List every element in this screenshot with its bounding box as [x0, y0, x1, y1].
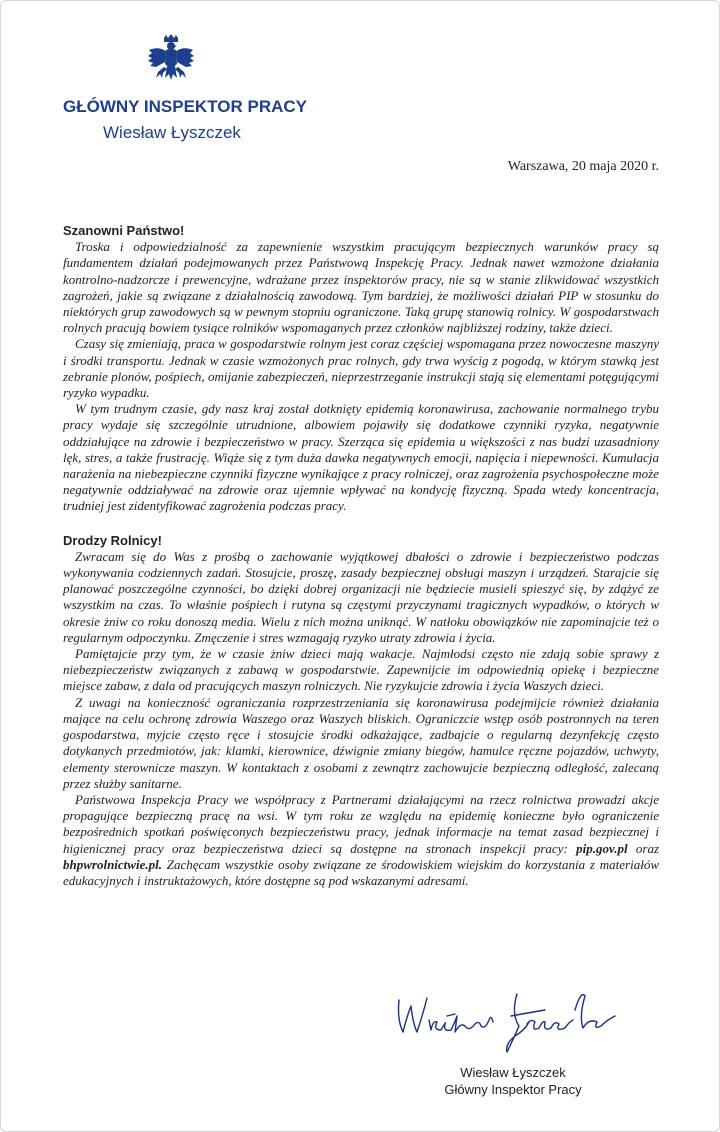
- paragraph-5: Pamiętajcie przy tym, że w czasie żniw dzieci mają wakacje. Najmłodsi często nie zdają sobie sprawy z niebezpieczeństw związanych z zabawą w gospodarstwie. Zapewnijcie im odpowiednią opiekę i bezpieczne miejsce zabaw, z dala od pracujących maszyn rolniczych. Nie ryzykujcie zdrowia i życia Waszych dzieci.: [63, 646, 659, 694]
- paragraph-1: Troska i odpowiedzialność za zapewnienie wszystkim pracującym bezpiecznych warunków pracy są fundamentem działań podejmowanych przez Państwową Inspekcję Pracy. Jednak nawet wzmożone działania kontrolno-nadzorcze i prewencyjne, wdrażane przez inspektorów pracy, nie są w stanie zlikwidować wszystkich zagrożeń, jakie są związane z działalnością zawodową. Tym bardziej, że możliwości działań PIP w stosunku do niektórych grup zawodowych są w pewnym stopniu ograniczone. Taką grupę stanowią rolnicy. W gospodarstwach rolnych pracują bowiem tysiące rolników wspomaganych przez członków najbliższej rodziny, także dzieci.: [63, 239, 659, 336]
- signer-role: Główny Inspektor Pracy: [444, 1082, 582, 1097]
- signer-name: Wiesław Łyszczek: [460, 1065, 566, 1080]
- greeting-salutation: Szanowni Państwo!: [63, 223, 185, 238]
- pip-website-link[interactable]: pip.gov.pl: [576, 840, 628, 856]
- org-person-name: Wiesław Łyszczek: [103, 123, 241, 142]
- paragraph-7-text: Państwowa Inspekcja Pracy we współpracy z Partnerami działającymi na rzecz rolnictwa prowadzi akcje propagujące bezpieczną pracę na wsi. W tym roku ze względu na epidemię konieczne było ograniczenie bezpośrednich spotkań poświęconych bezpieczeństwu pracy, jednak informacje na temat zasad bezpiecznej i higienicznej pracy oraz bezpieczeństwa dzieci są dostępne na stronach inspekcji pracy:: [63, 791, 659, 856]
- handwritten-signature: [393, 986, 633, 1058]
- greeting-farmers: Drodzy Rolnicy!: [63, 532, 162, 548]
- polish-eagle-emblem-icon: [146, 34, 196, 92]
- bhp-website-link[interactable]: bhpwrolnictwie.pl.: [63, 856, 162, 872]
- org-title: GŁÓWNY INSPEKTOR PRACY: [63, 97, 308, 116]
- paragraph-6: Z uwagi na konieczność ograniczania rozprzestrzeniania się koronawirusa podejmijcie również działania mające na celu ochronę zdrowia Waszego oraz Waszych bliskich. Ograniczcie wstęp osób postronnych na teren gospodarstwa, myjcie często ręce i stosujcie środki odkażające, zadbajcie o regularną dezynfekcję często dotykanych przedmiotów, jak: klamki, kierownice, dźwignie zmiany biegów, hamulce ręczne pojazdów, uchwyty, elementy sterownicze maszyn. W kontaktach z osobami z zewnątrz zachowujcie bezpieczną odległość, zalecaną przez służby sanitarne.: [63, 694, 659, 791]
- signer-block: [433, 1064, 593, 1098]
- paragraph-7-conjunction: oraz: [627, 840, 659, 856]
- paragraph-7-closing: Zachęcam wszystkie osoby związane ze środowiskiem wiejskim do korzystania z materiałów edukacyjnych i instruktażowych, które dostępne są pod wskazanymi adresami.: [63, 856, 659, 888]
- paragraph-2: Czasy się zmieniają, praca w gospodarstwie rolnym jest coraz częściej wspomagana przez nowoczesne maszyny i środki transportu. Jednak w czasie wzmożonych prac rolnych, gdy trwa wyścig z pogodą, w którym stawką jest zebranie plonów, pośpiech, omijanie zabezpieczeń, nieprzestrzeganie instrukcji stają się elementami potęgującymi ryzyko wypadku.: [63, 336, 659, 401]
- paragraph-7: [63, 792, 659, 889]
- paragraph-3: W tym trudnym czasie, gdy nasz kraj został dotknięty epidemią koronawirusa, zachowanie normalnego trybu pracy wydaje się szczególnie utrudnione, albowiem pojawiły się dodatkowe czynniki ryzyka, negatywnie oddziałujące na zdrowie i bezpieczeństwo w pracy. Szerząca się epidemia u większości z nas budzi uzasadniony lęk, stres, a także frustrację. Wiąże się z tym duża dawka negatywnych emocji, napięcia i niepewności. Kumulacja narażenia na niebezpieczne czynniki fizyczne wynikające z pracy rolniczej, oraz zagrożenia psychospołeczne może negatywnie oddziaływać na zdrowie oraz ujemnie wpływać na kondycję fizyczną. Spada wtedy koncentracja, trudniej jest zidentyfikować zagrożenia podczas pracy.: [63, 401, 659, 514]
- letter-body: [63, 223, 659, 889]
- paragraph-4: Zwracam się do Was z prośbą o zachowanie wyjątkowej dbałości o zdrowie i bezpieczeństwo podczas wykonywania codziennych zadań. Stosujcie, proszę, zasady bezpiecznej obsługi maszyn i urządzeń. Starajcie się planować poszczególne czynności, bo dzięki dobrej organizacji nie będziecie musieli spieszyć się, by zdążyć ze wszystkim na czas. To właśnie pośpiech i rutyna są częstymi przyczynami tragicznych wypadków, o których w okresie żniw co roku donoszą media. Wielu z nich można uniknąć. W natłoku obowiązków nie zapominajcie też o regularnym odpoczynku. Zmęczenie i stres wzmagają ryzyko utraty zdrowia i życia.: [63, 548, 659, 645]
- letter-date: Warszawa, 20 maja 2020 r.: [507, 159, 659, 174]
